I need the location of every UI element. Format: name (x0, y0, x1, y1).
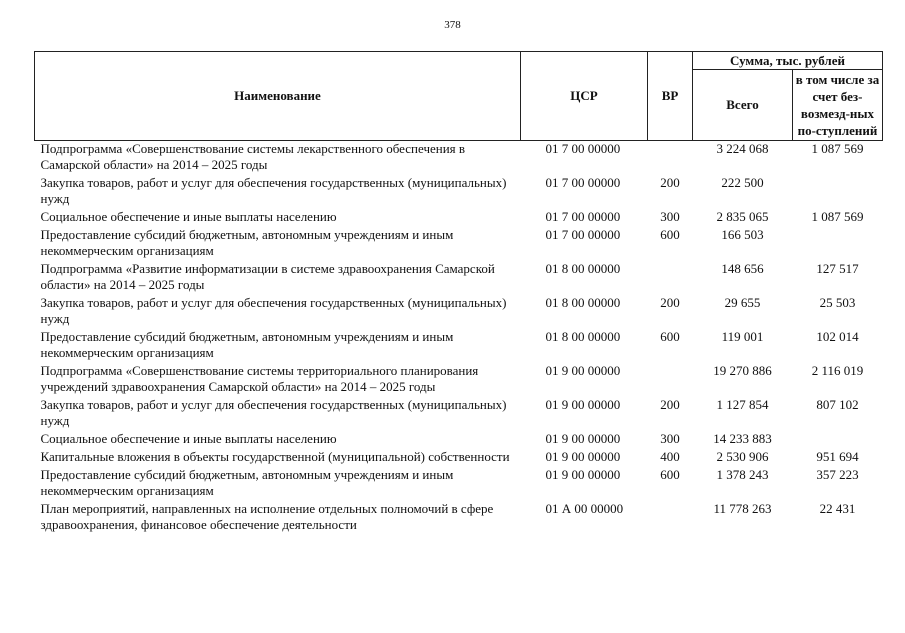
row-total: 11 778 263 (713, 501, 772, 516)
table-row (35, 209, 883, 227)
table-header (35, 52, 883, 141)
row-free (793, 431, 883, 449)
header-sum: Сумма, тыс. рублей (693, 52, 883, 70)
row-vr (648, 501, 693, 535)
row-name: Социальное обеспечение и иные выплаты населению (40, 431, 337, 446)
row-total: 148 656 (721, 261, 764, 276)
row-free: 25 503 (819, 295, 856, 310)
row-name: Закупка товаров, работ и услуг для обеспечения государственных (муниципальных) нужд (40, 397, 507, 428)
table-row (35, 467, 883, 501)
table-row (35, 501, 883, 535)
table-body (35, 141, 883, 536)
table-row (35, 141, 883, 176)
row-free: 127 517 (816, 261, 859, 276)
row-csr: 01 9 00 00000 (545, 467, 621, 482)
row-total: 1 127 854 (716, 397, 769, 412)
row-csr: 01 9 00 00000 (545, 449, 621, 464)
row-csr: 01 А 00 00000 (545, 501, 624, 516)
table-row (35, 175, 883, 209)
header-csr: ЦСР (521, 52, 648, 141)
row-name: Подпрограмма «Совершенствование системы территориального планирования учреждений здравоохранения Самарской области» на 2014 – 2025 годы (40, 363, 479, 394)
table-row (35, 261, 883, 295)
row-total: 2 530 906 (716, 449, 769, 464)
row-name: Предоставление субсидий бюджетным, автономным учреждениям и иным некоммерческим организациям (40, 227, 454, 258)
row-csr: 01 8 00 00000 (545, 261, 621, 276)
row-name: Предоставление субсидий бюджетным, автономным учреждениям и иным некоммерческим организациям (40, 467, 454, 498)
header-vr: ВР (648, 52, 693, 141)
row-total: 19 270 886 (713, 363, 772, 378)
table-row (35, 363, 883, 397)
row-free: 357 223 (816, 467, 859, 482)
row-total: 166 503 (721, 227, 764, 242)
row-vr: 600 (660, 467, 680, 482)
header-including: в том числе за счет без-возмезд-ных по-ступлений (793, 70, 883, 141)
row-csr: 01 7 00 00000 (545, 209, 621, 224)
row-name: Капитальные вложения в объекты государственной (муниципальной) собственности (40, 449, 510, 464)
row-vr (648, 141, 693, 176)
row-vr: 200 (660, 397, 680, 412)
header-name: Наименование (35, 52, 521, 141)
row-vr (648, 261, 693, 295)
row-csr: 01 9 00 00000 (545, 431, 621, 446)
row-csr: 01 9 00 00000 (545, 363, 621, 378)
row-csr: 01 8 00 00000 (545, 329, 621, 344)
row-free (793, 175, 883, 209)
row-csr: 01 7 00 00000 (545, 141, 621, 156)
row-free: 1 087 569 (811, 141, 864, 156)
row-total: 222 500 (721, 175, 764, 190)
table-row (35, 295, 883, 329)
row-csr: 01 9 00 00000 (545, 397, 621, 412)
row-name: Закупка товаров, работ и услуг для обеспечения государственных (муниципальных) нужд (40, 295, 507, 326)
row-free: 22 431 (819, 501, 856, 516)
row-vr: 600 (660, 329, 680, 344)
row-csr: 01 8 00 00000 (545, 295, 621, 310)
row-total: 14 233 883 (713, 431, 772, 446)
row-csr: 01 7 00 00000 (545, 227, 621, 242)
row-name: Социальное обеспечение и иные выплаты населению (40, 209, 337, 224)
row-vr: 300 (660, 209, 680, 224)
row-total: 3 224 068 (716, 141, 769, 156)
table-row (35, 431, 883, 449)
budget-table (34, 51, 883, 535)
row-total: 2 835 065 (716, 209, 769, 224)
header-total: Всего (693, 70, 793, 141)
table-row (35, 329, 883, 363)
row-total: 119 001 (721, 329, 764, 344)
row-vr: 300 (660, 431, 680, 446)
row-name: Подпрограмма «Совершенствование системы лекарственного обеспечения в Самарской области» на 2014 – 2025 годы (40, 141, 466, 172)
table-row (35, 227, 883, 261)
row-csr: 01 7 00 00000 (545, 175, 621, 190)
row-free: 2 116 019 (811, 363, 864, 378)
row-total: 29 655 (724, 295, 761, 310)
row-free (793, 227, 883, 261)
table-row (35, 397, 883, 431)
row-free: 951 694 (816, 449, 859, 464)
row-vr (648, 363, 693, 397)
row-vr: 200 (660, 175, 680, 190)
row-total: 1 378 243 (716, 467, 769, 482)
row-name: Предоставление субсидий бюджетным, автономным учреждениям и иным некоммерческим организациям (40, 329, 454, 360)
row-free: 1 087 569 (811, 209, 864, 224)
row-name: Закупка товаров, работ и услуг для обеспечения государственных (муниципальных) нужд (40, 175, 507, 206)
row-vr: 200 (660, 295, 680, 310)
page-number: 378 (444, 19, 461, 31)
row-vr: 400 (660, 449, 680, 464)
table-row (35, 449, 883, 467)
row-free: 807 102 (816, 397, 859, 412)
row-vr: 600 (660, 227, 680, 242)
row-free: 102 014 (816, 329, 859, 344)
row-name: План мероприятий, направленных на исполнение отдельных полномочий в сфере здравоохранения, финансовое обеспечение деятельности (40, 501, 494, 532)
row-name: Подпрограмма «Развитие информатизации в системе здравоохранения Самарской области» на 2014 – 2025 годы (40, 261, 495, 292)
